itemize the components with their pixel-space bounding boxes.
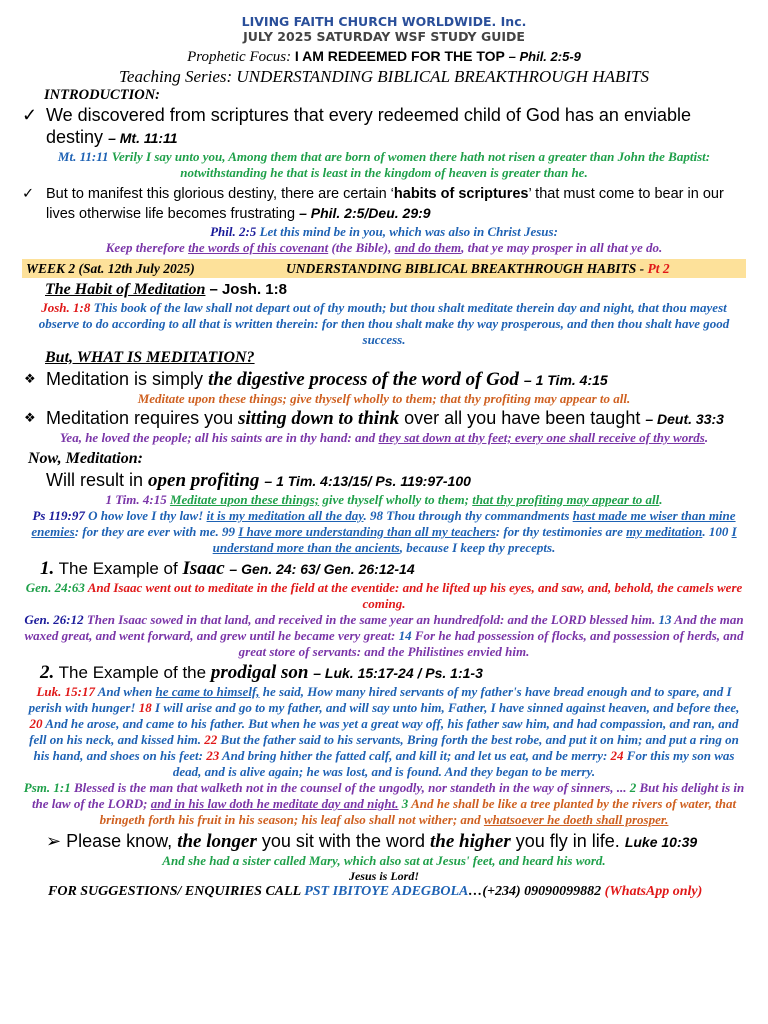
point-2-text-b: over all you have been taught	[399, 408, 641, 428]
verse-1-tim-4-15: Meditate upon these things; give thyself wholly to them; that thy profiting may appear to all.	[137, 391, 631, 406]
verse-underline-1: Meditate upon these things;	[169, 492, 320, 507]
verse-underline-2: and in his law doth he meditate day and night.	[150, 796, 399, 811]
example-ref: – Luk. 15:17-24 / Ps. 1:1-3	[313, 665, 483, 681]
please-emphasis-1: the longer	[177, 831, 257, 852]
prophetic-focus	[22, 47, 746, 67]
ps-text-b: . 98 Thou through thy commandments	[363, 508, 573, 523]
footer-phone: …(+234) 09090099882	[468, 884, 602, 899]
verse-ref: Phil. 2:5	[210, 224, 257, 239]
verse-1-tim-4-15-b	[22, 492, 746, 508]
habits-of-scriptures: habits of scriptures	[393, 186, 529, 202]
verse-number: 14	[398, 628, 412, 643]
verse-underline-2: that thy profiting may appear to all	[472, 492, 660, 507]
check-icon: ✓	[22, 186, 35, 202]
will-ref: – 1 Tim. 4:13/15/ Ps. 119:97-100	[264, 473, 471, 489]
please-text-b: you sit with the word	[256, 831, 430, 851]
ps-underline-2: hast made me wiser than mine enemies	[31, 508, 736, 539]
verse-text-mid: give thyself wholly to them;	[319, 492, 473, 507]
diamond-bullet-icon: ❖	[24, 410, 36, 425]
what-is-meditation: But, WHAT IS MEDITATION?	[45, 349, 255, 366]
verse-josh-1-8	[22, 300, 746, 348]
ps-text-c: : for they are ever with me. 99	[74, 524, 239, 539]
series-label: Teaching Series:	[119, 67, 233, 86]
verse-deut-33-3	[22, 430, 746, 446]
point-2-emphasis: sitting down to think	[238, 408, 400, 429]
footer-label: FOR SUGGESTIONS/ ENQUIRIES CALL	[48, 884, 301, 899]
week-banner	[22, 259, 746, 278]
verse-ref: Gen. 26:12	[24, 612, 84, 627]
point-1-ref: – 1 Tim. 4:15	[523, 372, 608, 388]
verse-text-c: , that ye may prosper in all that ye do.	[461, 240, 663, 255]
verse-end: .	[659, 492, 663, 507]
meditation-point-2	[22, 407, 746, 430]
verse-underline-3: whatsoever he doeth shall prosper.	[483, 812, 669, 827]
please-emphasis-2: the higher	[429, 831, 511, 852]
verse-number: 2	[629, 780, 637, 795]
week-part: Pt 2	[647, 261, 670, 276]
verse-text-23: And bring hither the fatted calf, and kill it; and let us eat, and be merry:	[221, 748, 608, 763]
habit-heading-title: The Habit of Meditation	[45, 281, 206, 298]
will-text: Will result in	[46, 470, 149, 490]
verse-ref: Josh. 1:8	[41, 300, 91, 315]
verse-deu-29-9	[22, 240, 746, 256]
intro-heading: INTRODUCTION:	[44, 87, 160, 103]
example-title: The Example of the	[58, 663, 211, 682]
verse-text-14: For he had possession of flocks, and possession of herds, and great store of servants: and the Philistines envied him.	[238, 628, 744, 659]
prophetic-ref: – Phil. 2:5-9	[508, 49, 581, 64]
verse-gen-24-63	[22, 580, 746, 612]
habit-heading	[45, 280, 746, 300]
week-label: WEEK 2 (Sat. 12th July 2025)	[26, 261, 195, 276]
week-title-text: UNDERSTANDING BIBLICAL BREAKTHROUGH HABITS -	[286, 261, 645, 276]
verse-text-24: For this my son was dead, and is alive again; he was lost, and is found. And they began to be merry.	[172, 748, 735, 779]
verse-text-13: And the man waxed great, and went forward, and grew until he became very great:	[24, 612, 744, 643]
ps-underline-3: I have more understanding than all my teachers	[238, 524, 496, 539]
prophetic-label: Prophetic Focus:	[187, 49, 292, 65]
verse-ref: Mt. 11:11	[57, 149, 109, 164]
ps-underline-1: it is my meditation all the day	[206, 508, 364, 523]
point-2-text-a: Meditation requires you	[46, 408, 239, 428]
verse-gen-26-12	[22, 612, 746, 660]
prophetic-title: I AM REDEEMED FOR THE TOP	[294, 48, 505, 64]
verse-text-a: Yea, he loved the people; all his saints are in thy hand: and	[59, 430, 379, 445]
verse-text-2: But his delight is in the law of the LORD;	[31, 780, 745, 811]
verse-psm-1-1	[22, 780, 746, 828]
verse-ref: 1 Tim. 4:15	[105, 492, 167, 507]
habit-heading-ref: – Josh. 1:8	[209, 281, 287, 298]
intro-bullet-2	[22, 185, 746, 224]
verse-text-18: I will arise and go to my father, and will say unto him, Father, I have sinned against heaven, and before thee,	[155, 700, 740, 715]
verse-number: 20	[29, 716, 43, 731]
verse-number: 24	[610, 748, 624, 763]
verse-underline-2: and do them	[394, 240, 462, 255]
ps-text-d: : for thy testimonies are	[495, 524, 627, 539]
verse-text-1: Blessed is the man that walketh not in the counsel of the ungodly, nor standeth in the way of sinners, ...	[73, 780, 627, 795]
intro-bullet-1-ref: – Mt. 11:11	[108, 130, 178, 146]
please-text-c: you fly in life.	[510, 831, 620, 851]
verse-text: This book of the law shall not depart out of thy mouth; but thou shalt meditate therein day and night, that thou mayest observe to do according to all that is written therein: for then thou shalt make thy way prosperous, and then thou shalt have good success.	[38, 300, 730, 347]
verse-number: 23	[206, 748, 220, 763]
verse-text-20: And he arose, and came to his father. But when he was yet a great way off, his father saw him, and had compassion, and ran, and fell on his neck, and kissed him.	[29, 716, 739, 747]
point-2-ref: – Deut. 33:3	[645, 411, 724, 427]
intro-bullet-1-text: We discovered from scriptures that every redeemed child of God has an enviable destiny	[46, 105, 691, 147]
verse-luke-10-39: And she had a sister called Mary, which also sat at Jesus' feet, and heard his word.	[162, 853, 606, 868]
will-emphasis: open profiting	[148, 470, 260, 491]
arrow-bullet-icon: ➢	[46, 831, 62, 851]
verse-underline-1: the words of this covenant	[188, 240, 329, 255]
example-number: 2.	[40, 662, 55, 683]
diamond-bullet-icon: ❖	[24, 371, 36, 386]
intro-bullet-2-text-a: But to manifest this glorious destiny, there are certain ‘	[46, 186, 394, 202]
intro-bullet-1	[22, 104, 746, 149]
verse-ref: Ps 119:97	[32, 508, 85, 523]
ps-underline-4: my meditation	[626, 524, 703, 539]
series-title: UNDERSTANDING BIBLICAL BREAKTHROUGH HABITS	[236, 67, 649, 86]
verse-text-a: And when	[97, 684, 156, 699]
ps-text-e: . 100	[702, 524, 732, 539]
verse-text: And Isaac went out to meditate in the field at the eventide: and he lifted up his eyes, and saw, and, behold, the camels were coming.	[87, 580, 743, 611]
jesus-is-lord: Jesus is Lord!	[348, 869, 419, 883]
verse-ref: Luk. 15:17	[36, 684, 95, 699]
example-emphasis: Isaac	[182, 558, 225, 579]
example-isaac	[40, 558, 746, 580]
verse-underline: they sat down at thy feet; every one shall receive of thy words	[378, 430, 705, 445]
verse-ref: Gen. 24:63	[25, 580, 85, 595]
example-ref: – Gen. 24: 63/ Gen. 26:12-14	[229, 561, 415, 577]
point-1-text: Meditation is simply	[46, 369, 209, 389]
ps-underline-5: I understand more than the ancients	[212, 524, 737, 555]
verse-text-22: But the father said to his servants, Bring forth the best robe, and put it on him; and put a ring on his hand, and shoes on his feet:	[33, 732, 739, 763]
verse-text-a: Keep therefore	[105, 240, 189, 255]
verse-text: Verily I say unto you, Among them that are born of women there hath not risen a greater than John the Baptist: notwithstanding he that is least in the kingdom of heaven is greater than he.	[111, 149, 711, 180]
example-title: The Example of	[58, 559, 183, 578]
teaching-series	[22, 67, 746, 87]
verse-number: 22	[204, 732, 218, 747]
ps-text-f: , because I keep thy precepts.	[399, 540, 556, 555]
footer-contact	[48, 883, 746, 900]
please-ref: Luke 10:39	[624, 834, 698, 850]
example-emphasis: prodigal son	[210, 662, 309, 683]
intro-bullet-2-ref: – Phil. 2:5/Deu. 29:9	[299, 205, 431, 221]
church-name: LIVING FAITH CHURCH WORLDWIDE. Inc.	[241, 14, 527, 29]
verse-text-3: And he shall be like a tree planted by the rivers of water, that bringeth forth his fruit in his season; his leaf also shall not wither; and	[99, 796, 737, 827]
verse-ps-119-97	[22, 508, 746, 556]
guide-title: JULY 2025 SATURDAY WSF STUDY GUIDE	[243, 29, 525, 44]
verse-text-b: .	[704, 430, 709, 445]
verse-luk-15-17	[22, 684, 746, 780]
verse-number: 3	[401, 796, 409, 811]
verse-text: Then Isaac sowed in that land, and received in the same year an hundredfold: and the LORD blessed him.	[86, 612, 656, 627]
verse-text-b: he said, How many hired servants of my father's have bread enough and to spare, and I perish with hunger!	[28, 684, 732, 715]
verse-underline: he came to himself,	[155, 684, 260, 699]
ps-text-a: O how love I thy law!	[88, 508, 207, 523]
week-title	[286, 260, 670, 277]
example-number: 1.	[40, 558, 55, 579]
example-prodigal-son	[40, 662, 746, 684]
meditation-point-1	[22, 368, 746, 391]
point-1-emphasis: the digestive process of the word of God	[208, 369, 519, 390]
please-know	[46, 830, 746, 853]
intro-bullet-2-text-b: ’ that must come to bear in our lives otherwise life becomes frustrating	[46, 186, 724, 222]
verse-text-b: (the Bible),	[328, 240, 395, 255]
please-text-a: Please know,	[66, 831, 178, 851]
verse-text: Let this mind be in you, which was also in Christ Jesus:	[259, 224, 558, 239]
verse-ref: Psm. 1:1	[23, 780, 71, 795]
verse-number: 13	[658, 612, 672, 627]
now-meditation-heading: Now, Meditation:	[28, 450, 143, 467]
check-icon: ✓	[22, 105, 38, 125]
verse-number: 18	[138, 700, 152, 715]
verse-phil-2-5	[22, 224, 746, 240]
verse-mt-11-11	[22, 149, 746, 181]
footer-name: PST IBITOYE ADEGBOLA	[304, 884, 469, 899]
footer-whatsapp: (WhatsApp only)	[604, 884, 703, 899]
will-result	[46, 469, 746, 492]
